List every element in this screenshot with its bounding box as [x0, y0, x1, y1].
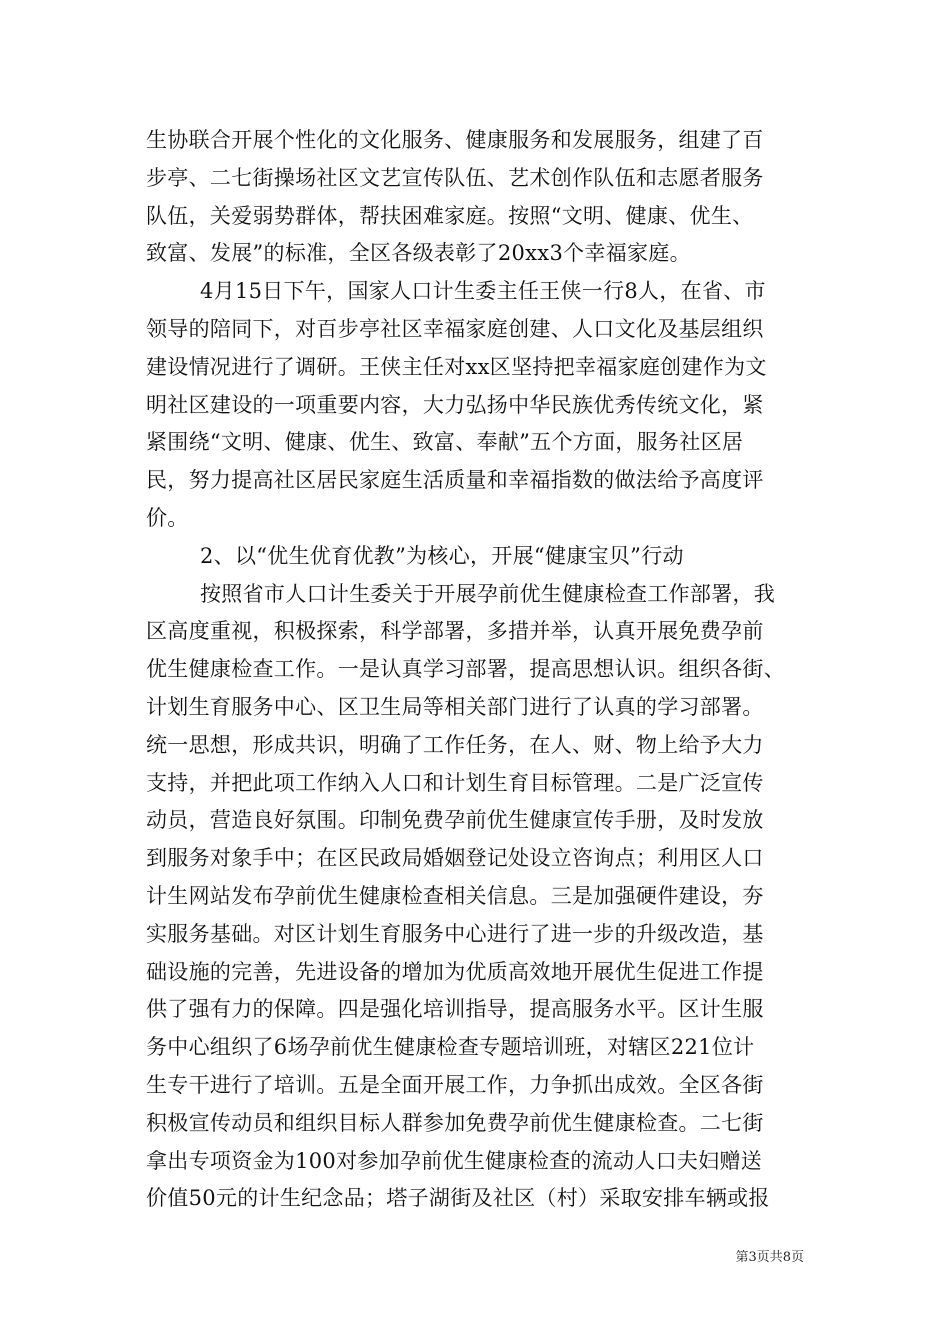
text-line: 生协联合开展个性化的文化服务、健康服务和发展服务，组建了百 — [146, 128, 764, 152]
text-line: 紧围绕“文明、健康、优生、致富、奉献”五个方面，服务社区居 — [146, 430, 744, 455]
text-line: 价。 — [146, 505, 189, 530]
text-line: 供了强有力的保障。四是强化培训指导，提高服务水平。区计生服 — [146, 997, 764, 1022]
text-line: 区高度重视，积极探索，科学部署，多措并举，认真开展免费孕前 — [146, 619, 764, 644]
text-line: 统一思想，形成共识，明确了工作任务，在人、财、物上给予大力 — [146, 732, 764, 757]
paragraph-start-line: 4月15日下午，国家人口计生委主任王侠一行8人，在省、市 — [200, 279, 766, 304]
text-line: 础设施的完善，先进设备的增加为优质高效地开展优生促进工作提 — [146, 959, 764, 984]
text-line: 支持，并把此项工作纳入人口和计划生育目标管理。二是广泛宣传 — [146, 770, 764, 795]
paragraph-start-line: 按照省市人口计生委关于开展孕前优生健康检查工作部署，我 — [200, 581, 776, 606]
text-line: 致富、发展”的标准，全区各级表彰了20xx3个幸福家庭。 — [146, 241, 691, 266]
text-line: 步亭、二七街操场社区文艺宣传队伍、艺术创作队伍和志愿者服务 — [146, 165, 764, 190]
section-heading: 2、以“优生优育优教”为核心，开展“健康宝贝”行动 — [200, 543, 684, 568]
text-line: 建设情况进行了调研。王侠主任对xx区坚持把幸福家庭创建作为文 — [146, 354, 767, 379]
text-line: 领导的陪同下，对百步亭社区幸福家庭创建、人口文化及基层组织 — [146, 316, 764, 341]
text-line: 民，努力提高社区居民家庭生活质量和幸福指数的做法给予高度评 — [146, 468, 764, 493]
text-line: 明社区建设的一项重要内容，大力弘扬中华民族优秀传统文化，紧 — [146, 392, 764, 417]
text-line: 实服务基础。对区计划生育服务中心进行了进一步的升级改造，基 — [146, 921, 764, 946]
document-body — [146, 122, 812, 1218]
text-line: 务中心组织了6场孕前优生健康检查专题培训班，对辖区221位计 — [146, 1035, 755, 1060]
text-line: 计生网站发布孕前优生健康检查相关信息。三是加强硬件建设，夯 — [146, 883, 764, 908]
text-line: 队伍，关爱弱势群体，帮扶困难家庭。按照“文明、健康、优生、 — [146, 203, 754, 228]
text-line: 拿出专项资金为100对参加孕前优生健康检查的流动人口夫妇赠送 — [146, 1148, 763, 1173]
text-line: 计划生育服务中心、区卫生局等相关部门进行了认真的学习部署。 — [146, 694, 764, 719]
text-line: 积极宣传动员和组织目标人群参加免费孕前优生健康检查。二七街 — [146, 1110, 764, 1135]
text-line: 到服务对象手中；在区民政局婚姻登记处设立咨询点；利用区人口 — [146, 846, 764, 871]
text-line: 价值50元的计生纪念品；塔子湖街及社区（村）采取安排车辆或报 — [146, 1186, 770, 1211]
text-line: 生专干进行了培训。五是全面开展工作，力争抓出成效。全区各街 — [146, 1072, 764, 1097]
page-number: 第3页共8页 — [735, 1250, 804, 1265]
text-line: 优生健康检查工作。一是认真学习部署，提高思想认识。组织各街、 — [146, 657, 785, 682]
text-line: 动员，营造良好氛围。印制免费孕前优生健康宣传手册，及时发放 — [146, 808, 764, 833]
